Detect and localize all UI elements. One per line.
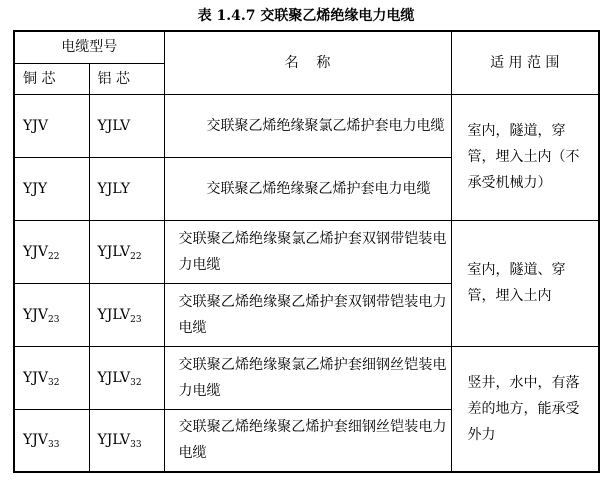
header-aluminum: 铝 芯 <box>89 63 164 94</box>
aluminum-code-2: $YJLV_{22}$ <box>89 220 164 283</box>
range-0: 室内，隧道，穿管，埋入土内（不承受机械力） <box>451 94 599 220</box>
aluminum-code-3: $YJLV_{23}$ <box>89 283 164 346</box>
aluminum-code-1: YJLY <box>89 157 164 220</box>
cable-name-1: 交联聚乙烯绝缘聚乙烯护套电力电缆 <box>164 157 451 220</box>
aluminum-code-0: YJLV <box>89 94 164 157</box>
header-model: 电缆型号 <box>14 31 164 63</box>
aluminum-code-4: $YJLV_{32}$ <box>89 346 164 409</box>
cable-name-0: 交联聚乙烯绝缘聚氯乙烯护套电力电缆 <box>164 94 451 157</box>
range-2: 竖井，水中，有落差的地方，能承受外力 <box>451 346 599 472</box>
header-range: 适 用 范 围 <box>451 31 599 94</box>
cable-name-5: 交联聚乙烯绝缘聚乙烯护套细钢丝铠装电力电缆 <box>164 409 451 472</box>
table-title: 表 1.4.7 交联聚乙烯绝缘电力电缆 <box>197 8 415 24</box>
copper-code-5: $YJV_{33}$ <box>14 409 89 472</box>
copper-code-3: $YJV_{23}$ <box>14 283 89 346</box>
header-copper: 铜 芯 <box>14 63 89 94</box>
range-1: 室内，隧道、穿管，埋入土内 <box>451 220 599 346</box>
cable-table <box>13 30 600 473</box>
aluminum-code-5: $YJLV_{33}$ <box>89 409 164 472</box>
cable-name-3: 交联聚乙烯绝缘聚乙烯护套双钢带铠装电力电缆 <box>164 283 451 346</box>
copper-code-2: $YJV_{22}$ <box>14 220 89 283</box>
cable-name-4: 交联聚乙烯绝缘聚氯乙烯护套细钢丝铠装电力电缆 <box>164 346 451 409</box>
cable-name-2: 交联聚乙烯绝缘聚氯乙烯护套双钢带铠装电力电缆 <box>164 220 451 283</box>
copper-code-4: $YJV_{32}$ <box>14 346 89 409</box>
copper-code-0: YJV <box>14 94 89 157</box>
header-name: 名 称 <box>164 31 451 94</box>
copper-code-1: YJY <box>14 157 89 220</box>
